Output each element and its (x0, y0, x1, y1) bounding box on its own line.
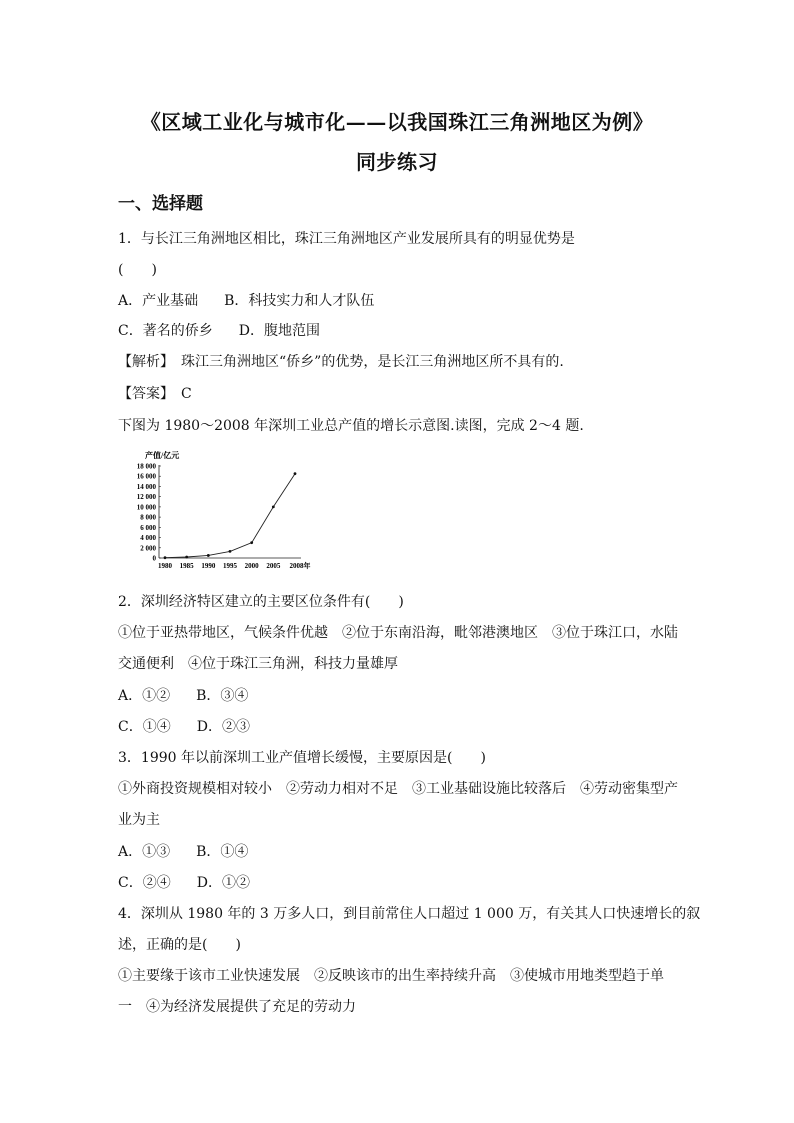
q3-options-cd (118, 873, 688, 893)
q2-statements-line1: ①位于亚热带地区，气候条件优越 ②位于东南沿海，毗邻港澳地区 ③位于珠江口，水陆 (118, 625, 678, 641)
q1-option-c: C．著名的侨乡 (118, 323, 213, 339)
chart-x-tick-label: 1985 (179, 562, 194, 570)
q3-option-d: D．①② (196, 875, 250, 891)
chart-series-line (165, 474, 295, 558)
chart-data-point (272, 505, 275, 508)
q1-paren: ( ) (118, 262, 157, 278)
chart-y-tick-label: 10 000 (136, 503, 156, 512)
chart-y-tick-label: 4 000 (140, 534, 156, 543)
chart-data-point (294, 472, 297, 475)
chart-data-point (207, 554, 210, 557)
q3-statements-line2: 业为主 (118, 812, 160, 828)
chart-y-tick-label: 2 000 (140, 544, 156, 553)
q4-stem-line2: 述，正确的是( ) (118, 937, 241, 953)
q1-stem: 1．与长江三角洲地区相比，珠江三角洲地区产业发展所具有的明显优势是 (118, 231, 575, 247)
chart-data-point (185, 556, 188, 559)
q3-option-c: C．②④ (118, 875, 171, 891)
chart-ylabel: 产值/亿元 (145, 451, 180, 460)
q4-statements-line2: 一 ④为经济发展提供了充足的劳动力 (118, 999, 356, 1015)
q3-option-b: B．①④ (196, 844, 249, 860)
q3-option-a: A．①③ (118, 844, 171, 860)
output-line-chart (115, 447, 315, 577)
chart-data-point (250, 541, 253, 544)
q1-options-cd (118, 321, 688, 341)
chart-points (164, 472, 297, 559)
chart-y-tick-label: 12 000 (136, 493, 156, 502)
chart-x-tick-label: 2008年 (289, 562, 311, 570)
chart-y-tick-label: 6 000 (140, 523, 156, 532)
chart-y-ticks (137, 463, 161, 563)
q1-options-ab (118, 291, 688, 311)
q2-option-d: D．②③ (196, 719, 250, 735)
q1-option-a: A．产业基础 (118, 293, 199, 309)
q2-option-c: C．①④ (118, 719, 171, 735)
document-title-line2: 同步练习 (356, 150, 438, 174)
q1-option-d: D．腹地范围 (238, 323, 320, 339)
q1-analysis: 【解析】 珠江三角洲地区“侨乡”的优势，是长江三角洲地区所不具有的. (118, 354, 564, 370)
q3-stem: 3．1990 年以前深圳工业产值增长缓慢，主要原因是( ) (118, 750, 486, 766)
chart-data-point (164, 556, 167, 559)
section-heading: 一、选择题 (118, 194, 203, 214)
chart-x-tick-label: 1990 (201, 562, 216, 570)
q1-option-b: B．科技实力和人才队伍 (224, 293, 375, 309)
chart-x-tick-label: 2000 (244, 562, 259, 570)
chart-x-tick-label: 1995 (223, 562, 237, 570)
q4-statements-line1: ①主要缘于该市工业快速发展 ②反映该市的出生率持续升高 ③使城市用地类型趋于单 (118, 968, 664, 984)
q3-statements-line1: ①外商投资规模相对较小 ②劳动力相对不足 ③工业基础设施比较落后 ④劳动密集型产 (118, 781, 678, 797)
q2-options-ab (118, 686, 688, 706)
chart-intro: 下图为 1980～2008 年深圳工业总产值的增长示意图.读图，完成 2～4 题. (118, 418, 584, 434)
q3-options-ab (118, 842, 688, 862)
chart-y-tick-label: 18 000 (136, 462, 156, 471)
chart-y-tick-label: 0 (152, 554, 156, 563)
document-title-line1: 《区域工业化与城市化——以我国珠江三角洲地区为例》 (140, 110, 654, 134)
chart-y-tick-label: 16 000 (136, 472, 156, 481)
q1-answer: 【答案】 C (118, 386, 192, 402)
chart-y-tick-label: 8 000 (140, 513, 156, 522)
chart-x-tick-label: 2005 (266, 562, 281, 570)
q2-statements-line2: 交通便利 ④位于珠江三角洲，科技力量雄厚 (118, 656, 398, 672)
chart-x-ticks (158, 561, 311, 570)
q2-option-a: A．①② (118, 688, 171, 704)
chart-y-tick-label: 14 000 (136, 482, 156, 491)
q4-stem-line1: 4．深圳从 1980 年的 3 万多人口，到目前常住人口超过 1 000 万，有关其人口快速增长的叙 (118, 906, 701, 922)
q2-stem: 2．深圳经济特区建立的主要区位条件有( ) (118, 594, 404, 610)
chart-data-point (229, 550, 232, 553)
chart-x-tick-label: 1980 (158, 562, 172, 570)
q2-option-b: B．③④ (196, 688, 249, 704)
q2-options-cd (118, 717, 688, 737)
